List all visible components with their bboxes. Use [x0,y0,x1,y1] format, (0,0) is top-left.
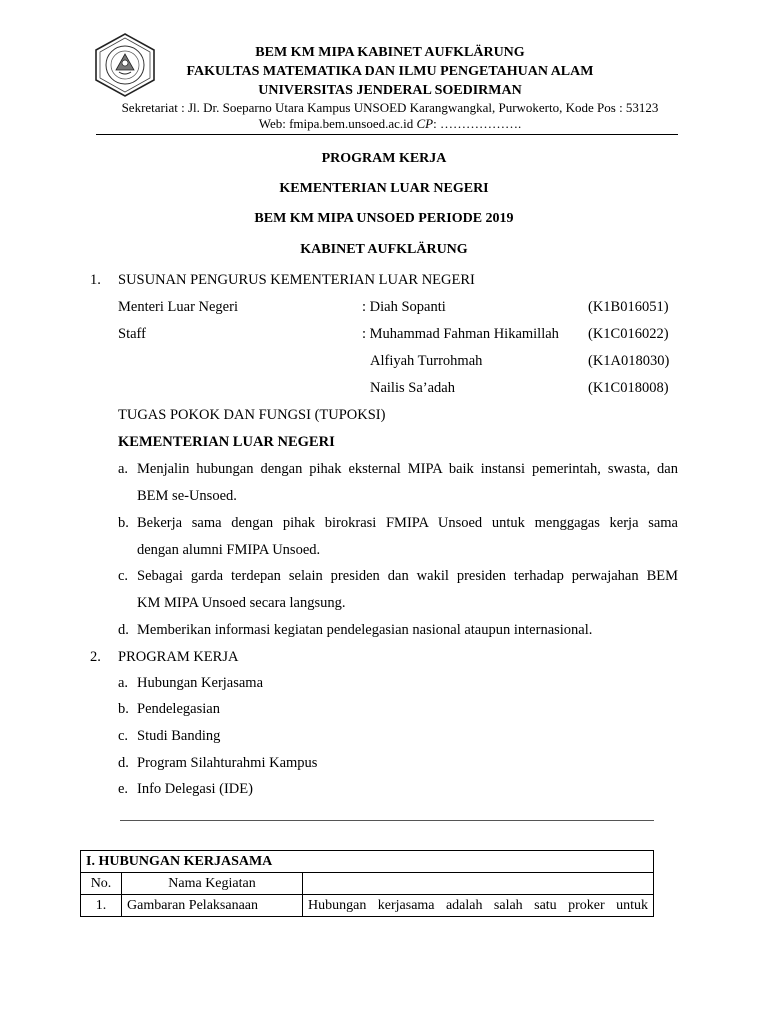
doc-period-title: BEM KM MIPA UNSOED PERIODE 2019 [254,211,514,226]
duty-text: Menjalin hubungan dengan pihak eksternal MIPA baik instansi pemerintah, swasta, dan [137,461,678,477]
program-letter: b. [118,701,129,717]
table-row [81,895,654,917]
doc-ministry-title: KEMENTERIAN LUAR NEGERI [279,181,489,196]
member-nim: (K1B016051) [588,299,669,315]
ministry-heading: KEMENTERIAN LUAR NEGERI [118,434,335,450]
program-table [80,850,654,917]
program-item: Studi Banding [137,728,221,744]
page-separator [120,820,654,821]
letterhead-web: Web: fmipa.bem.unsoed.ac.id [258,116,414,131]
member-role: Menteri Luar Negeri [118,299,238,315]
duty-letter: a. [118,461,129,477]
program-letter: a. [118,675,129,691]
table-title-row [81,851,654,873]
program-letter: e. [118,781,129,797]
table-header-row [81,873,654,895]
duty-letter: d. [118,622,129,638]
member-name: Alfiyah Turrohmah [370,353,483,369]
doc-title: PROGRAM KERJA [321,151,447,166]
member-role: Staff [118,326,146,342]
table-header-desc [303,873,654,895]
letterhead-university: UNIVERSITAS JENDERAL SOEDIRMAN [258,83,522,98]
table-cell-desc: Hubungan kerjasama adalah salah satu proker untuk [303,895,654,917]
section2-heading: PROGRAM KERJA [118,649,239,665]
letterhead-rule [96,134,678,135]
table-header-no: No. [81,873,122,895]
program-letter: d. [118,755,129,771]
program-item: Hubungan Kerjasama [137,675,264,691]
member-nim: (K1A018030) [588,353,670,369]
member-nim: (K1C016022) [588,326,669,342]
doc-cabinet-title: KABINET AUFKLÄRUNG [300,242,468,257]
member-name: Nailis Sa’adah [370,380,455,396]
table-cell-name: Gambaran Pelaksanaan [122,895,303,917]
duty-text: Sebagai garda terdepan selain presiden dan wakil presiden terhadap perwajahan BEM [137,568,678,584]
letterhead-contact [100,116,680,132]
university-seal-logo [92,32,158,98]
duty-letter: b. [118,515,129,531]
letterhead-faculty: FAKULTAS MATEMATIKA DAN ILMU PENGETAHUAN ALAM [186,64,594,79]
duty-text-cont: dengan alumni FMIPA Unsoed. [137,542,321,558]
table-title: I. HUBUNGAN KERJASAMA [81,851,654,873]
member-name: : Muhammad Fahman Hikamillah [362,326,559,342]
letterhead-cp-label: CP [416,116,434,131]
letterhead-address: Sekretariat : Jl. Dr. Soeparno Utara Kampus UNSOED Karangwangkal, Purwokerto, Kode Pos : 53123 [121,100,659,115]
duty-text-cont: BEM se-Unsoed. [137,488,237,504]
section1-number: 1. [90,272,101,288]
duty-letter: c. [118,568,129,584]
table-cell-no: 1. [81,895,122,917]
program-item: Pendelegasian [137,701,220,717]
section1-heading: SUSUNAN PENGURUS KEMENTERIAN LUAR NEGERI [118,272,475,288]
table-header-name: Nama Kegiatan [122,873,303,895]
program-item: Info Delegasi (IDE) [137,781,253,797]
duty-text-cont: KM MIPA Unsoed secara langsung. [137,595,346,611]
tupoksi-heading: TUGAS POKOK DAN FUNGSI (TUPOKSI) [118,407,386,423]
section2-number: 2. [90,649,101,665]
duty-text: Memberikan informasi kegiatan pendelegasian nasional ataupun internasional. [137,622,593,638]
letterhead-org-name: BEM KM MIPA KABINET AUFKLÄRUNG [255,45,525,60]
program-letter: c. [118,728,129,744]
program-item: Program Silahturahmi Kampus [137,755,318,771]
duty-text: Bekerja sama dengan pihak birokrasi FMIPA Unsoed untuk menggagas kerja sama [137,515,678,531]
member-name: : Diah Sopanti [362,299,446,315]
letterhead-cp-value: : ………………. [433,116,522,131]
member-nim: (K1C018008) [588,380,669,396]
